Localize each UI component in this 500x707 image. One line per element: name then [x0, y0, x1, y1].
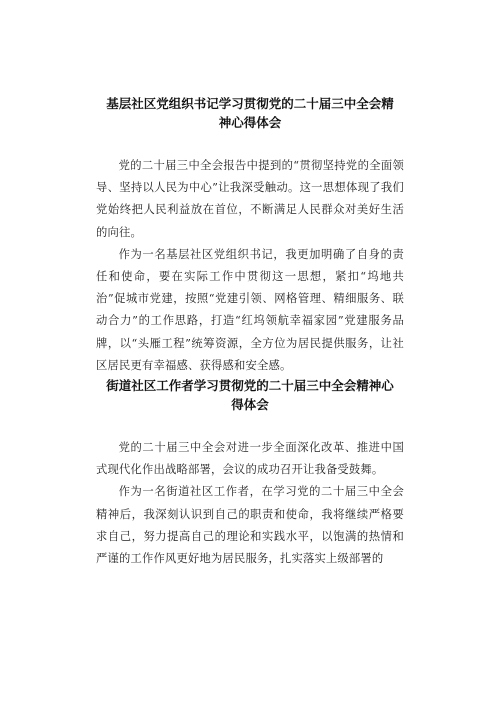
article-2-paragraph-1: 党的二十届三中全会对进一步全面深化改革、推进中国式现代化作出战略部署，会议的成功召开让我备受鼓舞。 [96, 441, 404, 477]
article-title-2-line-1: 街道社区工作者学习贯彻党的二十届三中全会精神心 [106, 378, 394, 393]
article-1-paragraph-1: 党的二十届三中全会报告中提到的“贯彻坚持党的全面领导、坚持以人民为中心”让我深受触动。这一思想体现了我们党始终把人民利益放在首位，不断满足人民群众对美好生活的向往。 [96, 159, 404, 239]
article-title-1 [96, 94, 404, 132]
article-title-2-line-2: 得体会 [231, 397, 269, 412]
article-title-1-line-1: 基层社区党组织书记学习贯彻党的二十届三中全会精 [106, 96, 394, 111]
article-2-paragraph-2: 作为一名街道社区工作者，在学习党的二十届三中全会精神后，我深刻认识到自己的职责和使命，我将继续严格要求自己，努力提高自己的理论和实践水平，以饱满的热情和严谨的工作作风更好地为居民服务，扎实落实上级部署的 [96, 485, 404, 566]
article-title-2 [96, 376, 404, 414]
article-section-1 [96, 94, 404, 377]
article-title-1-line-2: 神心得体会 [218, 115, 282, 130]
article-section-2 [96, 376, 404, 570]
article-1-paragraph-2: 作为一名基层社区党组织书记，我更加明确了自身的责任和使命，要在实际工作中贯彻这一思想，紧扣“坞地共治”促城市党建，按照“党建引领、网格管理、精细服务、联动合力”的工作思路，打造“红坞领航幸福家园”党建服务品牌，以“头雁工程”统筹资源，全方位为居民提供服务，让社区居民更有幸福感、获得感和安全感。 [96, 247, 404, 372]
